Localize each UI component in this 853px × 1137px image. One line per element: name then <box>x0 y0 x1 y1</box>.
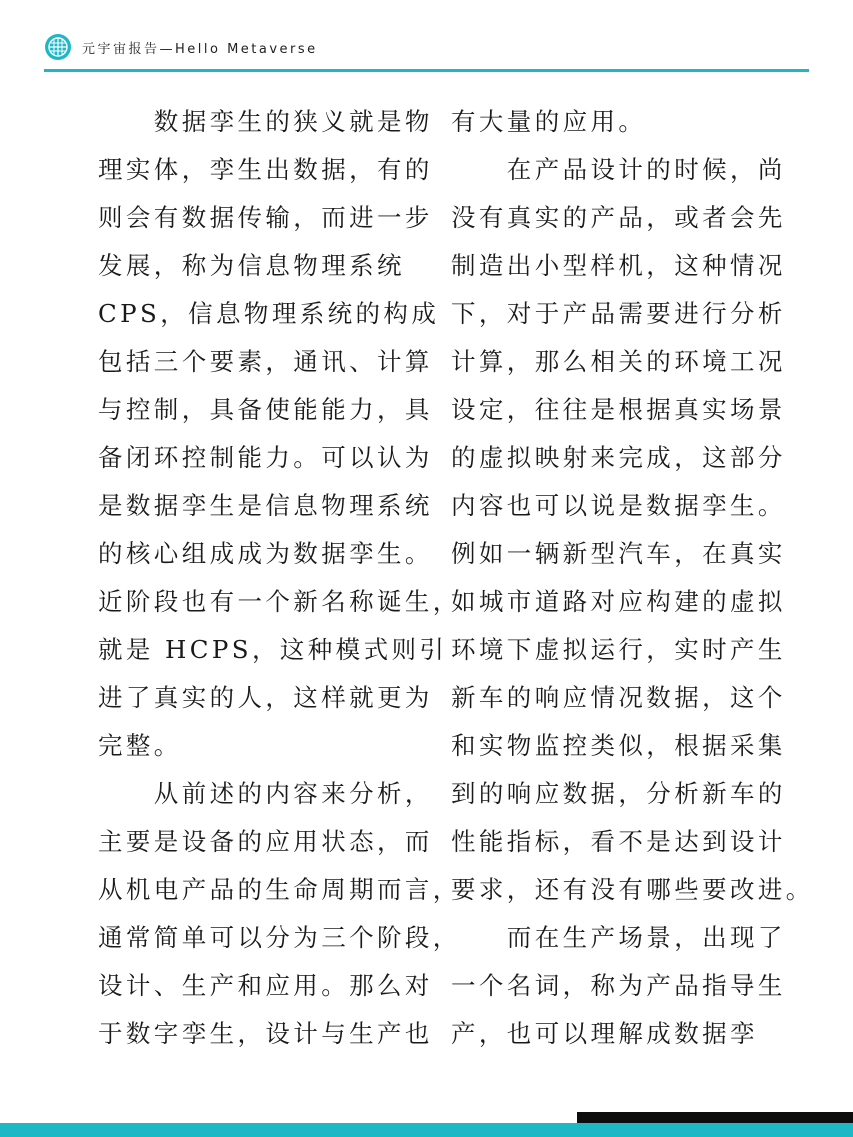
text-line: 则会有数据传输，而进一步 <box>98 203 433 232</box>
page-header <box>44 33 318 61</box>
text-line: 内容也可以说是数据孪生。 <box>451 491 786 520</box>
text-line: 进了真实的人，这样就更为 <box>98 683 433 712</box>
text-line: 性能指标，看不是达到设计 <box>451 827 786 856</box>
globe-grid-icon <box>44 33 72 61</box>
text-line: 计算，那么相关的环境工况 <box>451 347 786 376</box>
text-line: 通常简单可以分为三个阶段， <box>98 923 461 952</box>
text-line: 从前述的内容来分析， <box>98 779 433 808</box>
text-line: 和实物监控类似，根据采集 <box>451 731 786 760</box>
text-line: 要求，还有没有哪些要改进。 <box>451 875 814 904</box>
text-line: 一个名词，称为产品指导生 <box>451 971 786 1000</box>
text-line: 的核心组成成为数据孪生。 <box>98 539 433 568</box>
text-line: CPS，信息物理系统的构成 <box>98 299 440 328</box>
text-line: 没有真实的产品，或者会先 <box>451 203 786 232</box>
text-line: 近阶段也有一个新名称诞生， <box>98 587 461 616</box>
right-column <box>451 98 814 1058</box>
text-line: 设定，往往是根据真实场景 <box>451 395 786 424</box>
header-divider <box>44 69 809 72</box>
text-line: 下，对于产品需要进行分析 <box>451 299 786 328</box>
text-line: 主要是设备的应用状态，而 <box>98 827 433 856</box>
text-line: 从机电产品的生命周期而言， <box>98 875 461 904</box>
text-line: 发展，称为信息物理系统 <box>98 251 405 280</box>
text-line: 是数据孪生是信息物理系统 <box>98 491 433 520</box>
text-line: 理实体，孪生出数据，有的 <box>98 155 433 184</box>
text-line: 设计、生产和应用。那么对 <box>98 971 433 1000</box>
text-line: 在产品设计的时候，尚 <box>451 155 786 184</box>
header-title: 元宇宙报告—Hello Metaverse <box>82 41 318 57</box>
text-line: 例如一辆新型汽车，在真实 <box>451 539 786 568</box>
left-column <box>98 98 461 1058</box>
text-line: 的虚拟映射来完成，这部分 <box>451 443 786 472</box>
text-line: 完整。 <box>98 731 182 760</box>
text-line: 有大量的应用。 <box>451 107 647 136</box>
text-line: 新车的响应情况数据，这个 <box>451 683 786 712</box>
text-line: 到的响应数据，分析新车的 <box>451 779 786 808</box>
text-line: 备闭环控制能力。可以认为 <box>98 443 433 472</box>
text-line: 环境下虚拟运行，实时产生 <box>451 635 786 664</box>
text-line: 包括三个要素，通讯、计算 <box>98 347 433 376</box>
text-line: 如城市道路对应构建的虚拟 <box>451 587 786 616</box>
text-line: 就是 HCPS，这种模式则引 <box>98 635 448 664</box>
text-line: 于数字孪生，设计与生产也 <box>98 1019 433 1048</box>
text-line: 与控制，具备使能能力，具 <box>98 395 433 424</box>
text-line: 制造出小型样机，这种情况 <box>451 251 786 280</box>
text-line: 数据孪生的狭义就是物 <box>98 107 433 136</box>
text-line: 产，也可以理解成数据孪 <box>451 1019 758 1048</box>
text-line: 而在生产场景，出现了 <box>451 923 786 952</box>
footer-teal-band <box>0 1123 853 1137</box>
